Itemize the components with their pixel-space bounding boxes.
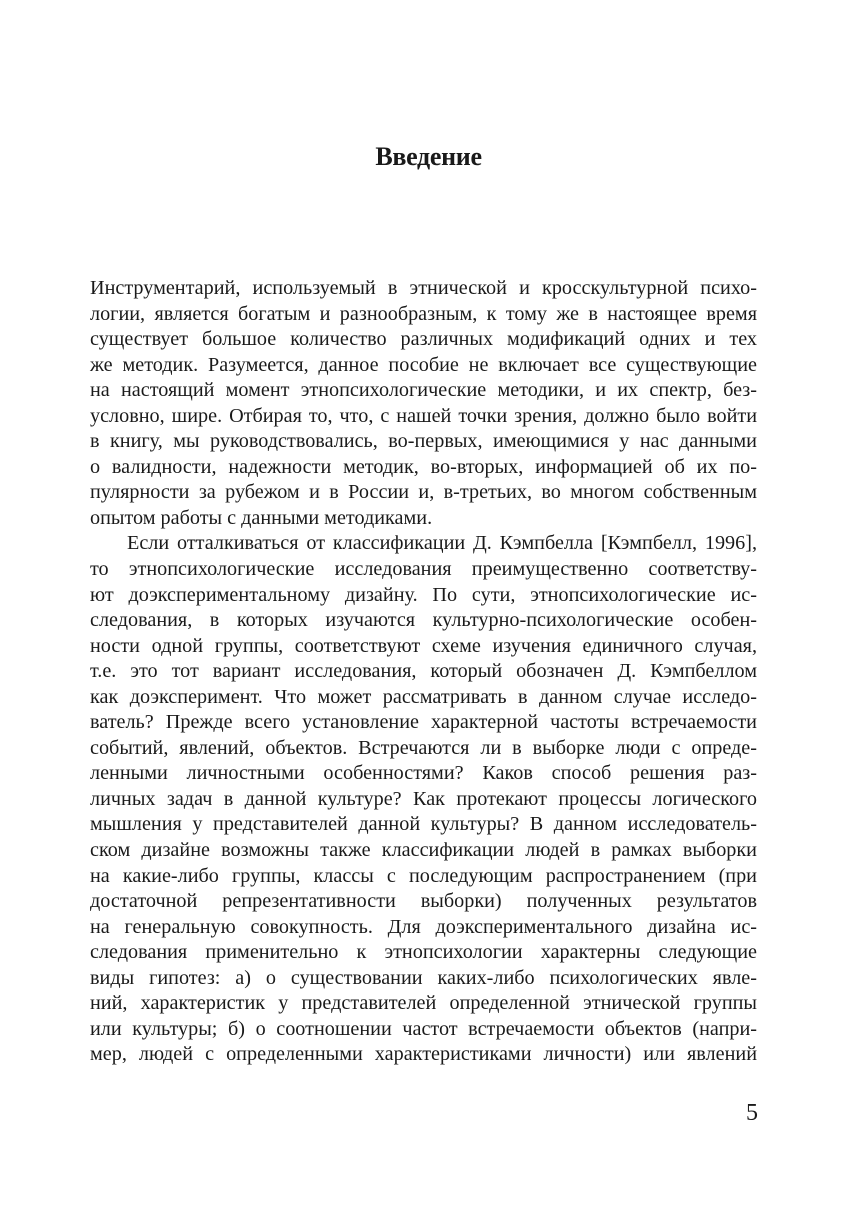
text-line: мышления у представителей данной культуры? В данном исследователь- <box>90 813 757 836</box>
text-line: личных задач в данной культуре? Как протекают процессы логического <box>90 787 757 810</box>
text-line: опытом работы с данными методиками. <box>90 506 433 529</box>
text-line: о валидности, надежности методик, во-вторых, информацией об их по- <box>90 455 757 478</box>
text-line: в книгу, мы руководствовались, во-первых, имеющимися у нас данными <box>90 430 757 453</box>
text-line: ют доэкспериментальному дизайну. По сути, этнопсихологические ис- <box>90 583 757 606</box>
text-line: логии, является богатым и разнообразным, к тому же в настоящее время <box>90 302 757 325</box>
text-line: существует большое количество различных модификаций одних и тех <box>90 328 757 351</box>
text-line: или культуры; б) о соотношении частот встречаемости объектов (напри- <box>90 1017 757 1040</box>
body-text <box>90 276 757 1068</box>
text-line: ватель? Прежде всего установление характерной частоты встречаемости <box>90 711 757 734</box>
text-line: пулярности за рубежом и в России и, в-третьих, во многом собственным <box>90 481 757 504</box>
text-line: Инструментарий, используемый в этнической и кросскультурной психо- <box>90 277 757 299</box>
text-line: то этнопсихологические исследования преимущественно соответству- <box>90 558 757 581</box>
text-line: т.е. это тот вариант исследования, который обозначен Д. Кэмпбеллом <box>90 660 757 683</box>
text-line: ском дизайне возможны также классификации людей в рамках выборки <box>90 839 757 862</box>
text-line: на какие-либо группы, классы с последующим распространением (при <box>90 864 757 887</box>
page-number: 5 <box>746 1100 758 1126</box>
text-line: виды гипотез: а) о существовании каких-либо психологических явле- <box>90 966 757 989</box>
page-title: Введение <box>375 142 482 171</box>
text-line: мер, людей с определенными характеристиками личности) или явлений <box>90 1043 757 1066</box>
text-line: ности одной группы, соответствуют схеме изучения единичного случая, <box>90 634 757 657</box>
text-line: же методик. Разумеется, данное пособие не включает все существующие <box>90 353 757 376</box>
text-line: ний, характеристик у представителей определенной этнической группы <box>90 992 757 1015</box>
text-line: на генеральную совокупность. Для доэкспериментального дизайна ис- <box>90 915 757 938</box>
text-line: условно, шире. Отбирая то, что, с нашей точки зрения, должно было войти <box>90 404 757 427</box>
text-line: ленными личностными особенностями? Каков способ решения раз- <box>90 762 757 785</box>
text-line: следования применительно к этнопсихологии характерны следующие <box>90 941 757 964</box>
text-line: как доэксперимент. Что может рассматривать в данном случае исследо- <box>90 685 757 708</box>
text-line: событий, явлений, объектов. Встречаются ли в выборке люди с опреде- <box>90 736 757 759</box>
text-line: Если отталкиваться от классификации Д. Кэмпбелла [Кэмпбелл, 1996], <box>127 532 757 555</box>
text-line: достаточной репрезентативности выборки) полученных результатов <box>90 890 757 913</box>
text-line: на настоящий момент этнопсихологические методики, и их спектр, без- <box>90 379 757 402</box>
text-line: следования, в которых изучаются культурно-психологические особен- <box>90 609 757 632</box>
